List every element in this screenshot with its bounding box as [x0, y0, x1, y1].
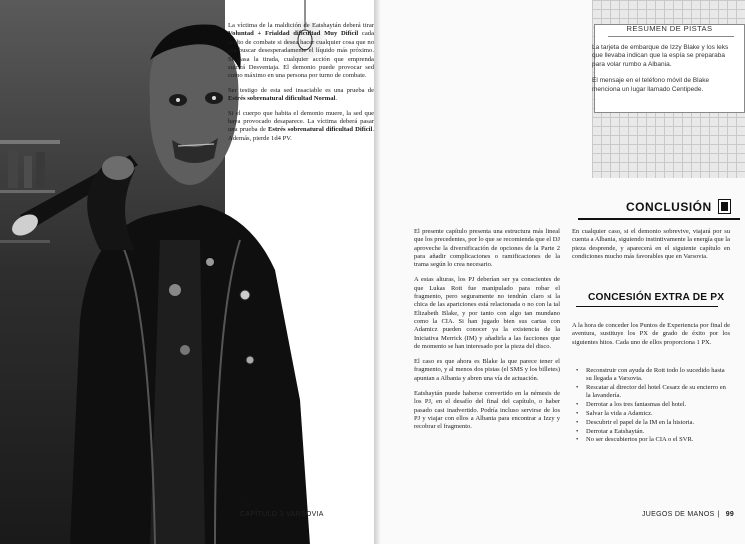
conclusion-rule — [578, 218, 740, 220]
list-item: • Salvar la vida a Adamicz. — [576, 410, 731, 418]
milestone-list — [576, 367, 731, 445]
book-title: JUEGOS DE MANOS — [642, 511, 715, 518]
list-item: • No ser descubiertos por la CIA o el SVR. — [576, 436, 731, 444]
footer-separator: | — [717, 511, 720, 518]
extra-xp-heading: CONCESIÓN EXTRA DE PX — [588, 292, 725, 303]
list-item: • Rescatar al director del hotel Cesarz de su encierro en la lavandería. — [576, 384, 731, 401]
conclusion-column-left — [414, 228, 560, 439]
body-paragraph: A estas alturas, los PJ deberían ser ya conscientes de que Lukas Rott fue manipulado para robar el fragmento, pero seguramente no tendrán claro si la chica de las apariciones está relacionada o no con la tal Elizabeth Blake, y por tanto con algo tan mundano como la CIA. Si han jugado bien sus cartas con Adamicz pueden conocer ya la existencia de la Iniciativa Merrick (IM) y añadirla a las facciones que de momento se han interesado por la pieza del disco. — [414, 276, 560, 350]
list-item: • Derrotar a los tres fantasmas del hotel. — [576, 401, 731, 409]
list-item: • Descubrir el papel de la IM en la historia. — [576, 419, 731, 427]
curse-rules-text — [228, 22, 374, 149]
page-number: 99 — [725, 511, 735, 518]
extra-xp-intro-text: A la hora de conceder los Puntos de Experiencia por final de aventura, sustituye los PX de grado de éxito por los siguientes hitos. Cada uno de ellos proporciona 1 PX. — [572, 322, 730, 346]
body-paragraph: Eatshaytán puede haberse convertido en la némesis de los PJ, en el desafío del final del capítulo, o haber pasado casi inadvertido. Podría incluso servirse de los PJ y viajar con ellos a Albania para encontrar a Izzy y recobrar el fragmento. — [414, 390, 560, 431]
extra-xp-intro — [572, 322, 730, 354]
clue-item: La tarjeta de embarque de Izzy Blake y los leks que llevaba indican que la espía se preparaba para volar rumbo a Albania. — [592, 44, 729, 68]
clue-item: El mensaje en el teléfono móvil de Blake menciona un lugar llamado Centipede. — [592, 77, 710, 93]
heading-marker-icon — [718, 199, 731, 214]
right-page — [380, 0, 745, 544]
book-footer — [642, 511, 734, 518]
body-paragraph: El caso es que ahora es Blake la que parece tener el fragmento, y al menos dos pistas (el SMS y los billetes) apuntan a Albania y abren una vía de actuación. — [414, 358, 560, 382]
curse-paragraph: La víctima de la maldición de Eatshaytán deberá tirar Voluntad + Frialdad dificultad Muy Difícil cada asalto de combate si desea hacer cualquier cosa que no sea buscar desesperadamente el líquido más próximo. Si pasa la tirada, cualquier acción que emprenda sufrirá Desventaja. El demonio puede provocar sed como máximo en una persona por turno de combate. — [228, 22, 374, 80]
conclusion-heading: CONCLUSIÓN — [626, 200, 712, 214]
stress-paragraph: Ser testigo de esta sed insaciable es una prueba de Estrés sobrenatural dificultad Normal. — [228, 86, 374, 103]
clues-sidebar-text — [592, 44, 737, 102]
conclusion-column-right — [572, 228, 730, 268]
extra-xp-rule — [576, 306, 718, 307]
death-paragraph: Si el cuerpo que habita el demonio muere, la sed que haya provocado desaparece. La víctima deberá pasar una prueba de Estrés sobrenatural dificultad Difícil Además, pierde 1d4 PV. — [228, 109, 374, 142]
body-paragraph: El presente capítulo presenta una estructura más lineal que los precedentes, por lo que se recomienda que el DJ aproveche la diversificación de opciones de la Parte 2 para añadir complicaciones o ramificaciones de la trama según lo crea necesario. — [414, 228, 560, 269]
list-item: • Derrotar a Eatshaytán. — [576, 428, 731, 436]
chapter-footer: CAPÍTULO 3 VARSOVIA — [240, 511, 324, 518]
clues-sidebar-rule — [608, 36, 734, 37]
body-paragraph: En cualquier caso, si el demonio sobrevive, viajará por su cuenta a Albania, siguiendo instintivamente la energía que la pieza desprende, y aparecerá en el siguiente capítulo en condiciones mucho más favorables que en Varsovia. — [572, 228, 730, 260]
clues-sidebar-title: RESUMEN DE PISTAS — [626, 24, 713, 33]
list-item: • Reconstruir con ayuda de Rott todo lo sucedido hasta su llegada a Varsovia. — [576, 367, 731, 384]
